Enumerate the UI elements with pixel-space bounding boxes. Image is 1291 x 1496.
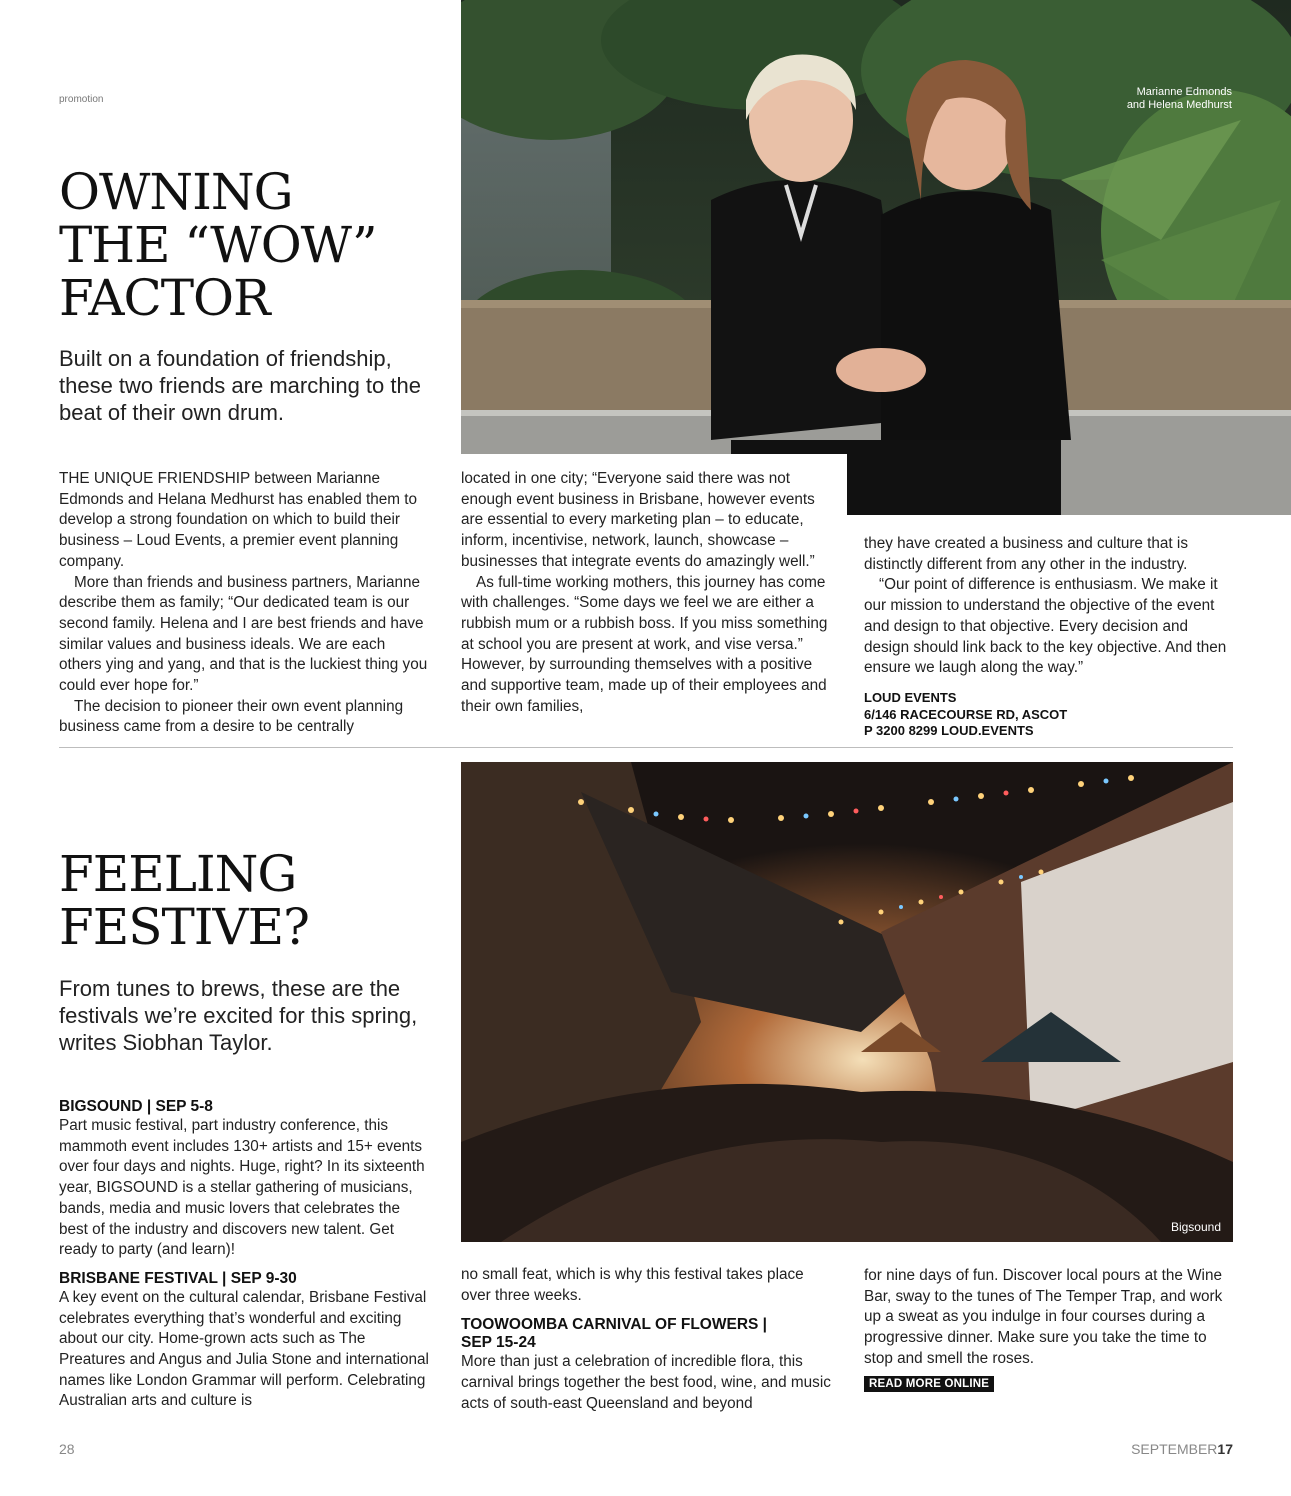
contact-address: 6/146 RACECOURSE RD, ASCOT (864, 706, 1068, 722)
section-tag: promotion (59, 94, 104, 105)
issue-label (1131, 1441, 1233, 1457)
loud-events-contact (864, 690, 1236, 740)
article-standfirst-feeling-festive: From tunes to brews, these are the festivals we’re excited for this spring, writes Siobhan Taylor. (59, 976, 418, 1055)
paragraph: The decision to pioneer their own event planning business came from a desire to be centrally (59, 697, 404, 736)
paragraph: More than friends and business partners, Marianne describe them as family; “Our dedicated team is our second family. Helena and I are best friends and have similar values and business ideals. We are each others ying and yang, and that is the luckiest thing you could ever hope for.” (59, 573, 428, 695)
article1-column-1 (59, 469, 431, 738)
festival-heading-toowoomba: TOOWOOMBA CARNIVAL OF FLOWERS | SEP 15-24 (461, 1316, 767, 1352)
read-more-online-button[interactable]: READ MORE ONLINE (864, 1376, 994, 1392)
issue-month: SEPTEMBER (1131, 1441, 1218, 1457)
contact-name: LOUD EVENTS (864, 690, 957, 705)
paragraph: As full-time working mothers, this journey has come with challenges. “Some days we feel we are either a rubbish mum or a rubbish boss. If you miss something at school you are present at work, and vise versa.” However, by surrounding themselves with a positive and supportive team, made up of their employees and their own families, (461, 573, 828, 715)
article-standfirst-owning-wow: Built on a foundation of friendship, these two friends are marching to the beat of their own drum. (59, 346, 421, 425)
photo-marianne-helena (461, 0, 1291, 515)
article1-column-2 (461, 469, 833, 717)
photo-bigsound (461, 762, 1233, 1242)
page-number: 28 (59, 1441, 75, 1457)
festival-heading-bigsound: BIGSOUND | SEP 5-8 (59, 1098, 213, 1115)
article-headline-feeling-festive: FEELING FESTIVE? (59, 845, 309, 956)
contact-phone-web: P 3200 8299 LOUD.EVENTS (864, 723, 1034, 738)
photo-caption-line2: and Helena Medhurst (1126, 99, 1232, 111)
paragraph: they have created a business and culture that is distinctly different from any other in the industry. (864, 535, 1188, 573)
festival-text-toowoomba: More than just a celebration of incredible flora, this carnival brings together the best food, wine, and music acts of south-east Queensland and beyond (461, 1353, 831, 1412)
photo-caption-line1: Marianne Edmonds (1136, 86, 1232, 98)
festival-column-3 (864, 1266, 1236, 1392)
paragraph: THE UNIQUE FRIENDSHIP between Marianne Edmonds and Helana Medhurst has enabled them to develop a strong foundation on which to build their business – Loud Events, a premier event planning company. (59, 470, 418, 570)
festival-text-toowoomba-continued: for nine days of fun. Discover local pours at the Wine Bar, sway to the tunes of The Temper Trap, and work up a sweat as you indulge in four courses during a progressive dinner. Make sure you take the time to stop and smell the roses. (864, 1267, 1223, 1367)
festival-text-brisbane: A key event on the cultural calendar, Brisbane Festival celebrates everything that’s wonderful and exciting about our city. Home-grown acts such as The Preatures and Angus and Julia Stone and international names like London Grammar will perform. Celebrating Australian arts and culture is (59, 1288, 429, 1410)
photo-caption-bigsound: Bigsound (1170, 1220, 1221, 1234)
festival-text-brisbane-continued: no small feat, which is why this festival takes place over three weeks. (461, 1266, 804, 1304)
festival-text-bigsound: Part music festival, part industry conference, this mammoth event includes 130+ artists and 15+ events over four days and nights. Huge, right? In its sixteenth year, BIGSOUND is a stellar gathering of musicians, bands, media and music lovers that celebrates the best of the industry and discovers new talent. Get ready to party (and learn)! (59, 1117, 425, 1259)
paragraph: located in one city; “Everyone said there was not enough event business in Brisbane, however events are essential to every marketing plan – to educate, inform, incentivise, network, launch, showcase – businesses that integrate events do amazingly well.” (461, 470, 815, 570)
issue-year: 17 (1217, 1441, 1233, 1457)
festival-column-2 (461, 1265, 833, 1415)
festival-heading-brisbane: BRISBANE FESTIVAL | SEP 9-30 (59, 1269, 297, 1287)
article1-column-3 (864, 534, 1236, 679)
article-headline-owning-wow: OWNING THE “WOW” FACTOR (59, 163, 377, 327)
paragraph: “Our point of difference is enthusiasm. We make it our mission to understand the objective of the event and design to that objective. Every decision and design should link back to the key objective. And then ensure we laugh along the way.” (864, 576, 1227, 677)
section-divider (59, 747, 1233, 748)
festival-column-1 (59, 1098, 431, 1412)
